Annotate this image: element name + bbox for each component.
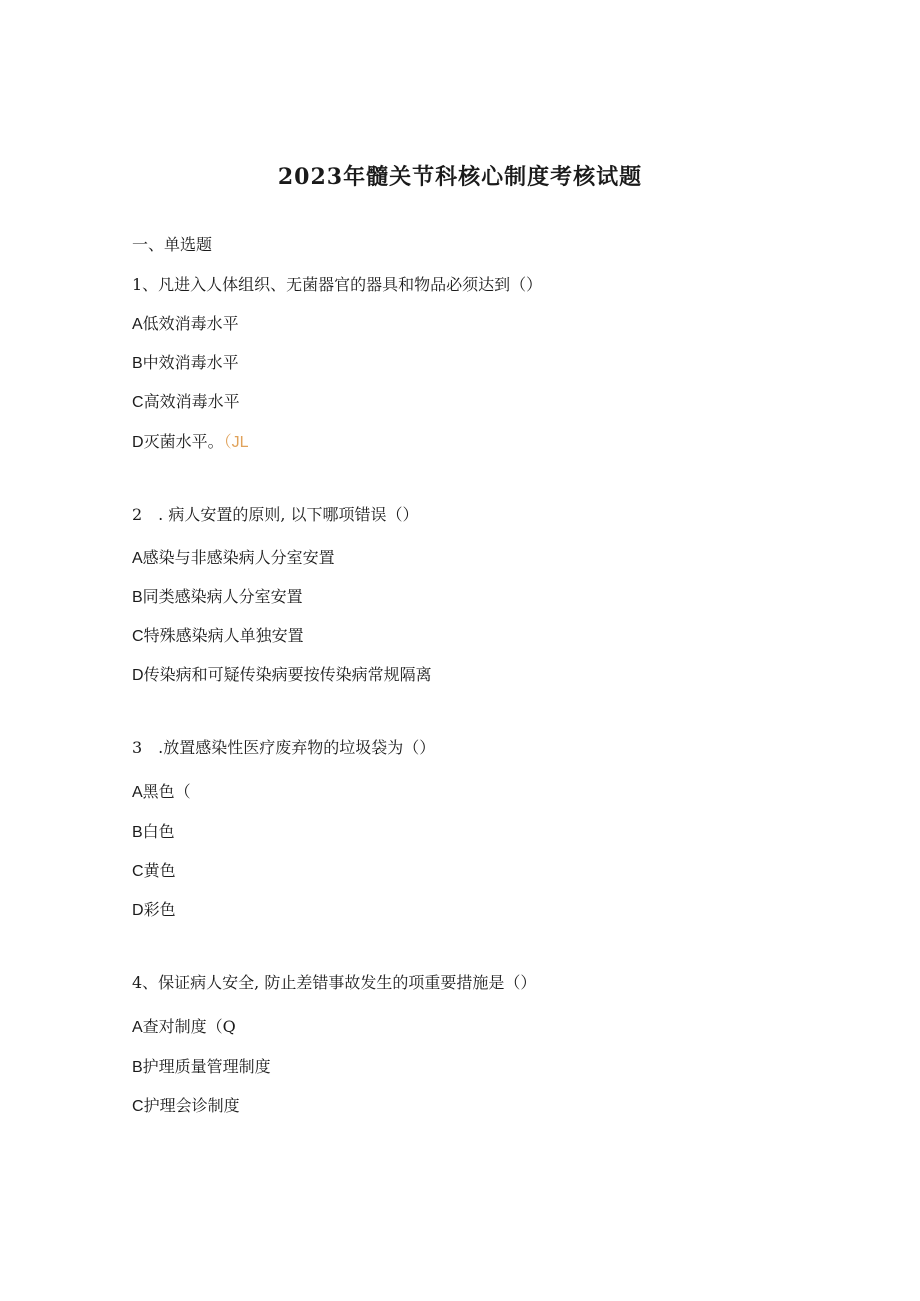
option-letter: C (132, 394, 144, 411)
option-letter: B (132, 589, 143, 606)
option-letter: B (132, 355, 143, 372)
option-letter: C (132, 863, 144, 880)
question-1-option-c (132, 392, 240, 413)
option-text: 灭菌水平。 (143, 432, 224, 451)
option-text: 护理会诊制度 (143, 1096, 240, 1115)
question-1-option-d (132, 432, 248, 453)
option-letter: D (132, 434, 144, 451)
option-letter: A (132, 550, 143, 567)
question-3-option-d (132, 900, 176, 921)
option-letter: A (132, 316, 143, 333)
option-text: 感染与非感染病人分室安置 (142, 548, 335, 567)
question-1-option-b (132, 353, 239, 374)
question-1-stem: 1、凡进入人体组织、无菌器官的器具和物品必须达到（） (132, 275, 543, 294)
question-3-stem: 3 .放置感染性医疗废弃物的垃圾袋为（） (132, 738, 436, 757)
question-4-option-a (132, 1017, 236, 1038)
option-text: 黑色（ (142, 782, 191, 801)
option-letter: A (132, 1019, 143, 1036)
section-heading: 一、单选题 (132, 235, 213, 254)
option-text: 彩色 (143, 900, 176, 919)
option-text: 护理质量管理制度 (142, 1057, 271, 1076)
question-2-option-a (132, 548, 335, 569)
question-1-option-a (132, 314, 239, 335)
option-text: 中效消毒水平 (142, 353, 239, 372)
option-letter: D (132, 667, 144, 684)
option-letter: C (132, 1098, 144, 1115)
question-3-option-a (132, 782, 191, 803)
question-3-option-c (132, 861, 176, 882)
question-3-option-b (132, 822, 175, 843)
question-4-stem: 4、保证病人安全, 防止差错事故发生的项重要措施是（） (132, 973, 537, 992)
stray-mark: （JL (223, 434, 249, 451)
question-2-stem: 2 . 病人安置的原则, 以下哪项错误（） (132, 505, 419, 524)
option-text: 传染病和可疑传染病要按传染病常规隔离 (143, 665, 432, 684)
option-text: 白色 (142, 822, 175, 841)
question-4-option-c (132, 1096, 240, 1117)
question-4-option-b (132, 1057, 271, 1078)
option-letter: D (132, 902, 144, 919)
option-letter: C (132, 628, 144, 645)
option-text: 特殊感染病人单独安置 (143, 626, 304, 645)
exam-title: 2023年髓关节科核心制度考核试题 (277, 164, 643, 190)
option-letter: B (132, 1059, 143, 1076)
option-text: 高效消毒水平 (143, 392, 240, 411)
question-2-option-d (132, 665, 432, 686)
option-text: 黄色 (143, 861, 176, 880)
option-letter: A (132, 784, 143, 801)
question-2-option-c (132, 626, 304, 647)
option-text: 同类感染病人分室安置 (142, 587, 303, 606)
question-2-option-b (132, 587, 303, 608)
option-text: 低效消毒水平 (142, 314, 239, 333)
option-letter: B (132, 824, 143, 841)
option-text: 查对制度（Q (142, 1017, 236, 1036)
